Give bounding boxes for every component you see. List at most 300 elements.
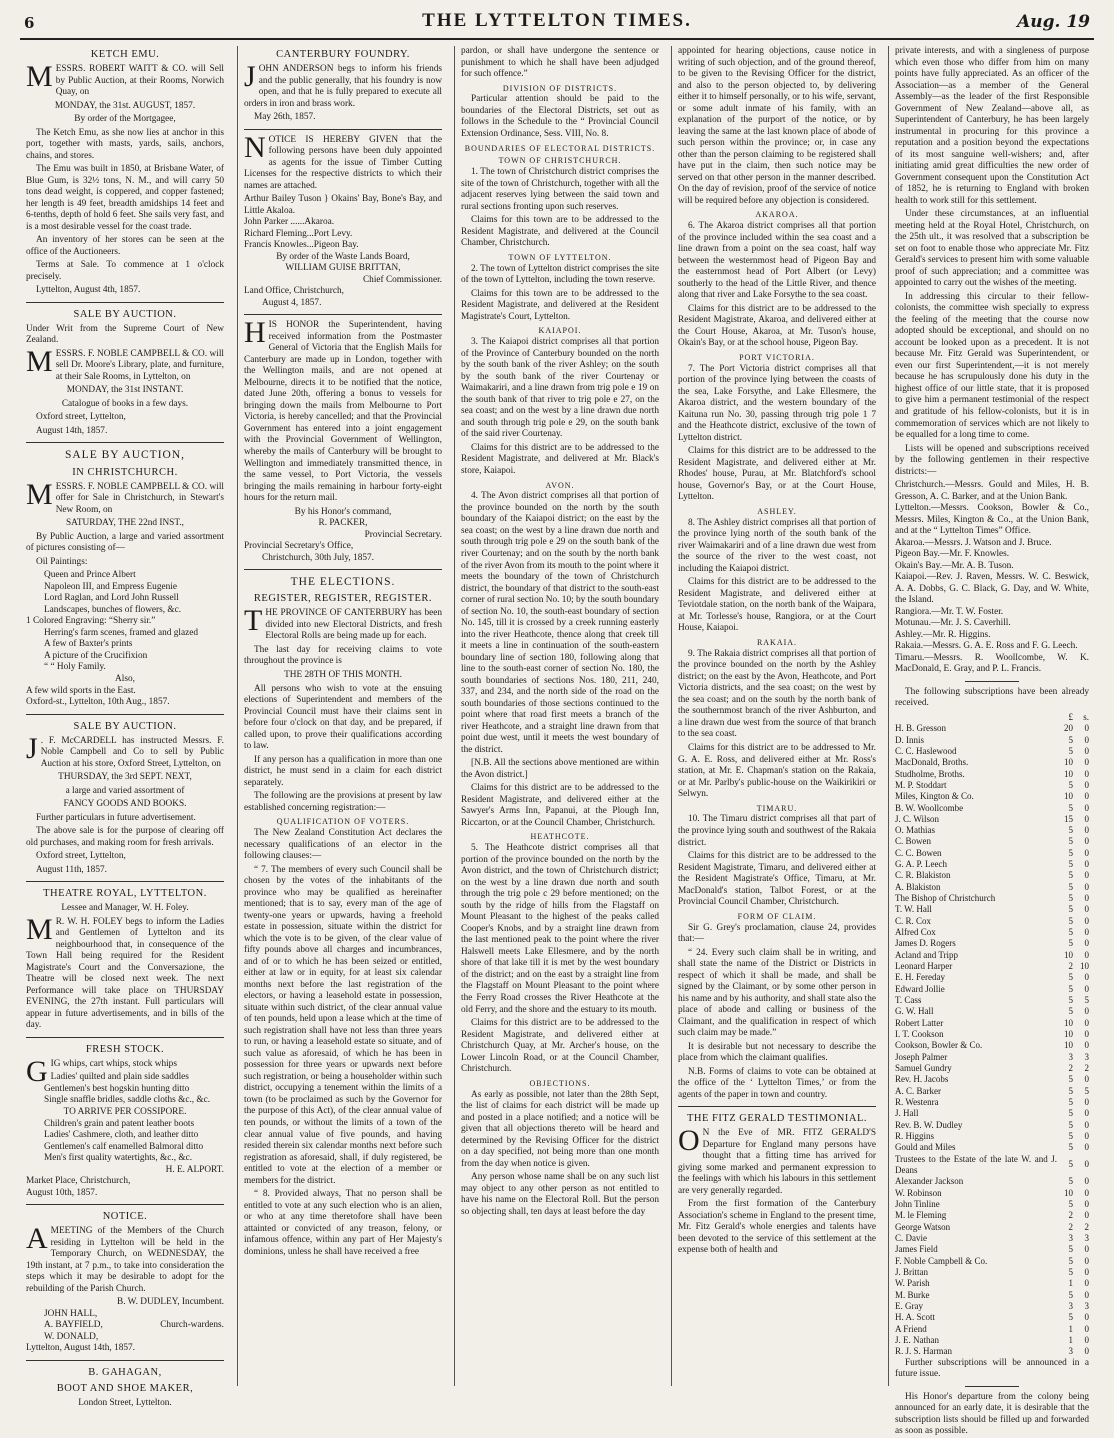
- table-row: [895, 927, 1089, 938]
- subscriber-name: Samuel Gundry: [895, 1063, 952, 1074]
- article-paragraph: 7. The Port Victoria district comprises all that portion of the province lying between the coasts of the sea, Lake Forsythe, and Lake Ellesmere, the Akaroa district, and the western boundary of the Kaituna run No. 30, passing through trig pole 1 7 and the Heathcote district, exclusive of the town of Lyttelton district.: [678, 363, 876, 443]
- ad-body: M R. W. H. FOLEY begs to inform the Ladies and Gentlemen of Lyttelton and its neighbourhood that, in consequence of the Town Hall being required for the Resident Magistrate's Court and the Conversazione, the Theatre will be closed next week. The next Performance will take place on THURSDAY EVENING, the 27th instant. Full particulars will appear in future advertisements, and in bills of the day.: [26, 912, 224, 1031]
- ad-line: August 10th, 1857.: [26, 1187, 98, 1198]
- ad-signature: B. W. DUDLEY, Incumbent.: [117, 1297, 224, 1308]
- ad-date: May 26th, 1857.: [254, 112, 316, 123]
- pounds-value: 5: [1068, 893, 1073, 904]
- ad-signature: WILLIAM GUISE BRITTAN,: [285, 263, 401, 274]
- drop-cap: N: [244, 130, 266, 164]
- list-item: John Parker ......Akaroa.: [244, 217, 335, 228]
- shillings-value: 0: [1084, 881, 1089, 892]
- article-elections: [238, 575, 448, 1258]
- subscriber-name: E. Gray: [895, 1300, 923, 1311]
- pounds-value: 10: [1064, 791, 1073, 802]
- pounds-value: 2: [1068, 1063, 1073, 1074]
- shillings-value: 0: [1084, 938, 1089, 949]
- shillings-value: 0: [1084, 1266, 1089, 1277]
- table-row: [895, 848, 1089, 859]
- table-row: [895, 1233, 1089, 1244]
- shillings-value: 10: [1080, 961, 1089, 972]
- table-row: [895, 1120, 1089, 1131]
- ad-signature: R. PACKER,: [318, 518, 368, 529]
- article-paragraph: 4. The Avon district comprises all that portion of the province bounded on the north by the south boundary of the Kaiapoi district; on the east by the sea coast; on the west by a line drawn due north and south through trig pole e 29 on the south bank of the river Courtenay; and on the south by the north bank of the river Avon from its mouth to the point where it meets the boundary of the town of Christchurch district, the boundary of that district to the south-east corner of rural section No. 10; by the south boundary of section No. 10, the south-east boundary of section No. 145, till it is crossed by a creek running easterly into the river Heathcote, thence along that creek till it meets a line in continuation of the south-eastern boundary line of section 180, following along that line to the south-east corner of section No. 180, the south boundaries of sections Nos. 180, 211, 240, 337, and 234, and the north side of the road on the south boundaries of those sections continued to the point where that road first meets a branch of the river Heathcote, and a straight line drawn from that point due west, until it meets the west boundary of the district.: [461, 491, 659, 755]
- article-paragraph: In addressing this circular to their fellow-colonists, the committee wish specially to express the feeling of the meeting that the course now adopted should be exceptional, and should on no account be looked upon as a precedent. It is not because Mr. Fitz Gerald was Superintendent, or even our first Superintendent,—it is not merely because he has scrupulously done his duty in the highest office of our little state, that it is proposed to give him a permanent testimonial of the respect and gratitude of his fellow-colonists, but it is in commemoration of services which are not likely to be equalled for a long time to come.: [895, 291, 1089, 441]
- subscriber-name: James Field: [895, 1244, 938, 1255]
- ad-date: Oxford-st., Lyttelton, 10th Aug., 1857.: [26, 697, 170, 708]
- pounds-value: 5: [1068, 927, 1073, 938]
- ad-line: By order of the Waste Lands Board,: [276, 251, 410, 262]
- list-item: Pigeon Bay.—Mr. F. Knowles.: [895, 549, 1010, 560]
- table-row: [895, 1006, 1089, 1017]
- subscriber-name: C. C. Haslewood: [895, 745, 957, 756]
- article-paragraph: appointed for hearing objections, cause notice in writing of such objection, and of the ground thereof, to be given to the Revising Officer for the district, and also to the person objected to, by delivering either it to himself personally, or to his wife, servant, or some adult inmate of his family, with an explanation of the purport of the notice, or by leaving the same at the last known place of abode of such person within the province; or, in case any other than the person claiming to be registered shall have put in the claim, then such notice may be served on that other person in the manner described. On the day of revision, proof of the service of notice will be required before any objection is considered.: [678, 46, 876, 206]
- pounds-header: £: [1068, 711, 1073, 722]
- article-paragraph: 3. The Kaiapoi district comprises all that portion of the Province of Canterbury bounded on the north by the south bank of the river Ashley; on the south by the south bank of the river Courtenay or Waimakariri, and a line drawn from trig pole e 19 on the south bank of that river to trig pole e 27, on the sea coast; and on the west by a line drawn due north and south through trig pole e 29, on the south bank of the said river Courtenay.: [461, 337, 659, 440]
- district-heading: ASHLEY.: [757, 506, 797, 516]
- table-row: [895, 803, 1089, 814]
- divider: [965, 681, 1019, 682]
- shillings-value: 0: [1084, 1040, 1089, 1051]
- subscriber-name: The Bishop of Christchurch: [895, 893, 996, 904]
- article-paragraph: As early as possible, not later than the 28th Sept, the list of claims for each district will be made up and posted in a place notified; and a notice will be given that all objections thereto will be heard and determined by the Revising Officer for the district on a day specified, not being more than one month from the day when notice is given.: [461, 1089, 659, 1169]
- shillings-value: 0: [1084, 1244, 1089, 1255]
- subscriber-name: C. C. Bowen: [895, 847, 942, 858]
- page-number: 6: [24, 14, 35, 32]
- ad-signature: W. DONALD,: [44, 1331, 99, 1342]
- ad-subheading: BOOT AND SHOE MAKER,: [56, 1382, 194, 1394]
- pounds-value: 5: [1068, 825, 1073, 836]
- pounds-value: 5: [1068, 802, 1073, 813]
- pounds-value: 1: [1068, 1334, 1073, 1345]
- table-row: [895, 757, 1089, 768]
- pounds-value: 5: [1068, 1074, 1073, 1085]
- drop-cap: J: [26, 731, 38, 765]
- ad-signature: H. E. ALPORT.: [165, 1164, 224, 1175]
- drop-cap: T: [244, 604, 263, 638]
- list-item: Francis Knowles...Pigeon Bay.: [244, 240, 359, 251]
- table-row: [895, 1346, 1089, 1357]
- pounds-value: 10: [1064, 757, 1073, 768]
- subscriber-name: M. P. Stoddart: [895, 779, 947, 790]
- subscriber-name: Alexander Jackson: [895, 1176, 964, 1187]
- table-row: [895, 961, 1089, 972]
- article-paragraph: Claims for this district are to be addressed to the Resident Magistrate, and delivered either at Mr. Rhodes' house, Purau, at Mr. Blatchford's school house, Governor's Bay, or at the Court House, Lyttelton.: [678, 446, 876, 503]
- pounds-value: 10: [1064, 768, 1073, 779]
- shillings-value: 0: [1084, 1278, 1089, 1289]
- ad-heading: SALE BY AUCTION,: [64, 449, 186, 462]
- ad-body: J . F. McCARDELL has instructed Messrs. F. Noble Campbell and Co to sell by Public Auction at his store, Oxford Street, Lyttelton, on: [26, 731, 224, 769]
- subscriber-name: James D. Rogers: [895, 938, 956, 949]
- shillings-value: 0: [1084, 1198, 1089, 1209]
- shillings-value: 0: [1084, 768, 1089, 779]
- table-row: [895, 859, 1089, 870]
- ad-signature: JOHN HALL,: [44, 1308, 98, 1319]
- shillings-value: 0: [1084, 1346, 1089, 1357]
- list-item: Christchurch.—Messrs. Gould and Miles, H. B. Gresson, A. C. Barker, and at the Union Bank.: [895, 480, 1089, 502]
- article-paragraph: The following subscriptions have been already received.: [895, 686, 1089, 709]
- table-row: [895, 1199, 1089, 1210]
- subscriber-name: E. H. Fereday: [895, 972, 945, 983]
- pounds-value: 5: [1068, 1108, 1073, 1119]
- ad-body: JOHN ANDERSON begs to inform his friends and the public generally, that his foundry is now open, and that he is fully prepared to execute all orders in iron and brass work.: [244, 60, 442, 109]
- district-heading: TOWN OF CHRISTCHURCH.: [498, 156, 622, 166]
- table-row: [895, 769, 1089, 780]
- article-paragraph: The following are the provisions at present by law established concerning registration:—: [244, 791, 442, 813]
- divider: [26, 302, 224, 303]
- subscriber-name: W. Robinson: [895, 1187, 942, 1198]
- list-item: Ladies' Cashmere, cloth, and leather ditto: [44, 1130, 199, 1141]
- article-paragraph: Further subscriptions will be announced in a future issue.: [895, 1357, 1089, 1380]
- ad-line: Market Place, Christchurch,: [26, 1176, 131, 1187]
- section-heading: DIVISION OF DISTRICTS.: [502, 83, 618, 93]
- district-heading: TOWN OF LYTTELTON.: [508, 252, 612, 262]
- article-paragraph: Claims for this district are to be addressed to the Resident Magistrate, Akaroa, and delivered either at the Court House, Akaroa, at Mr. Tuson's house, Okain's Bay, or at the school house, Pigeon Bay.: [678, 303, 876, 349]
- subscriber-name: B. W. Woollcombe: [895, 802, 964, 813]
- article-body: O N the Eve of MR. FITZ GERALD'S Departure for England many persons have thought that a fitting time has arrived for giving some marked and permanent expression to the feelings with which his labours in this settlement are very generally regarded.: [678, 1124, 876, 1196]
- pounds-value: 5: [1068, 1266, 1073, 1277]
- column-4: [671, 46, 882, 1386]
- pounds-value: 1: [1068, 1278, 1073, 1289]
- subscriber-name: G. A. P. Leech: [895, 859, 947, 870]
- article-paragraph: Claims for this district are to be addressed to the Resident Magistrate, and delivered at Mr. Black's store, Kaiapoi.: [461, 442, 659, 476]
- table-header-row: [895, 712, 1089, 723]
- district-heading: KAIAPOI.: [538, 326, 582, 336]
- article-paragraph: Claims for this town are to be addressed to the Resident Magistrate, and delivered at the Resident Magistrate's Court, Lyttelton.: [461, 288, 659, 322]
- ad-heading: FRESH STOCK.: [85, 1043, 165, 1055]
- ad-ketch-emu: [20, 48, 230, 297]
- table-row: [895, 904, 1089, 915]
- list-item: Gentlemen's best hogskin hunting ditto: [44, 1083, 190, 1094]
- table-row: [895, 870, 1089, 881]
- subscriber-name: MacDonald, Broths.: [895, 757, 969, 768]
- shillings-value: 0: [1084, 779, 1089, 790]
- ad-line: Provincial Secretary's Office,: [244, 541, 354, 552]
- table-row: [895, 1324, 1089, 1335]
- list-item: “ “ Holy Family.: [44, 662, 106, 673]
- pounds-value: 2: [1068, 1221, 1073, 1232]
- table-row: [895, 814, 1089, 825]
- shillings-value: 0: [1084, 813, 1089, 824]
- article-body: THE PROVINCE OF CANTERBURY has been divided into new Electoral Districts, and fresh Electoral Rolls are being made up for each.: [244, 604, 442, 642]
- article-paragraph: His Honor's departure from the colony being announced for an early date, it is desirable that the subscription lists should be filled up and forwarded as soon as possible.: [895, 1391, 1089, 1437]
- pounds-value: 5: [1068, 972, 1073, 983]
- district-heading: TIMARU.: [756, 803, 798, 813]
- list-item: Napoleon III, and Empress Eugenie: [44, 581, 177, 592]
- table-row: [895, 735, 1089, 746]
- article-paragraph: “ 8. Provided always, That no person shall be entitled to vote at any such election who is an alien, or who at any time theretofore shall have been attainted or convicted of any treason, felony, or infamous offence, within any part of Her Majesty's dominions, unless he shall have received a free: [244, 1189, 442, 1257]
- subscriber-name: George Watson: [895, 1221, 951, 1232]
- subscriber-name: Rev. H. Jacobs: [895, 1074, 949, 1085]
- article-paragraph: Sir G. Grey's proclamation, clause 24, provides that:—: [678, 922, 876, 945]
- article-paragraph: Claims for this district are to be addressed to Mr. G. A. E. Ross, and delivered either at Mr. Ross's station, at Mr. E. Chapman's station on the Rakaia, or at Mr. Parlby's public-house on the Waikirikiri or Selwyn.: [678, 742, 876, 800]
- pounds-value: 15: [1064, 813, 1073, 824]
- shillings-value: 0: [1084, 802, 1089, 813]
- ad-sale-by-auction-1: [20, 308, 230, 438]
- pounds-value: 5: [1068, 836, 1073, 847]
- ad-line: Land Office, Christchurch,: [244, 286, 344, 297]
- divider: [965, 1386, 1019, 1387]
- ad-canterbury-foundry: [238, 48, 448, 124]
- article-paragraph: “ 24. Every such claim shall be in writing, and shall state the name of the District or Districts in respect of which it shall be made, and shall be signed by the Claimant, or by some other person in his name and by his authority, and shall state also the place of abode and calling or business of the Claimant, and the qualification in respect of which such claim may be made.”: [678, 947, 876, 1039]
- article-paragraph: Claims for this town are to be addressed to the Resident Magistrate, and delivered at the Council Chamber, Christchurch.: [461, 215, 659, 249]
- table-row: [895, 1335, 1089, 1346]
- table-row: [895, 791, 1089, 802]
- column-1: [20, 46, 230, 1408]
- pounds-value: 5: [1068, 1119, 1073, 1130]
- pounds-value: 3: [1068, 1232, 1073, 1243]
- ad-heading: SALE BY AUCTION.: [73, 308, 177, 320]
- ad-sale-by-auction-2: [20, 448, 230, 708]
- ad-theatre-royal: [20, 887, 230, 1032]
- section-heading: FORM OF CLAIM.: [737, 911, 817, 921]
- list-item: Akaroa.—Messrs. J. Watson and J. Bruce.: [895, 537, 1052, 548]
- subscriber-name: Joseph Palmer: [895, 1051, 948, 1062]
- shillings-value: 0: [1084, 983, 1089, 994]
- subscriber-name: W. Parish: [895, 1278, 930, 1289]
- pounds-value: 3: [1068, 1300, 1073, 1311]
- pounds-value: 3: [1068, 1051, 1073, 1062]
- subscriber-name: O. Mathias: [895, 825, 935, 836]
- table-row: [895, 1188, 1089, 1199]
- article-paragraph: THE 28TH OF THIS MONTH.: [284, 670, 402, 680]
- divider: [244, 569, 442, 570]
- shillings-value: 0: [1084, 825, 1089, 836]
- list-item: Arthur Bailey Tuson } Okains' Bay, Bone's Bay, and Little Akaloa.: [244, 194, 442, 216]
- list-item: Also,: [115, 673, 135, 684]
- ad-subheading: IN CHRISTCHURCH.: [72, 466, 178, 478]
- ad-line: By Public Auction, a large and varied assortment of pictures consisting of—: [26, 531, 224, 554]
- column-2: [237, 46, 448, 1386]
- table-row: [895, 723, 1089, 734]
- pounds-value: 1: [1068, 1323, 1073, 1334]
- table-row: [895, 938, 1089, 949]
- shillings-value: 0: [1084, 1210, 1089, 1221]
- list-item: Men's first quality watertights, &c., &c.: [44, 1153, 193, 1164]
- pounds-value: 5: [1068, 847, 1073, 858]
- pounds-value: 5: [1068, 859, 1073, 870]
- table-row: [895, 1312, 1089, 1323]
- ad-line: Oxford street, Lyttelton,: [36, 851, 126, 862]
- shillings-value: 0: [1084, 1289, 1089, 1300]
- ad-line: Oxford street, Lyttelton,: [36, 412, 126, 423]
- masthead: [20, 8, 1094, 40]
- list-item: Landscapes, bunches of flowers, &c.: [44, 604, 182, 615]
- table-row: [895, 984, 1089, 995]
- subscriber-name: I. T. Cookson: [895, 1029, 944, 1040]
- article-paragraph: 5. The Heathcote district comprises all that portion of the province bounded on the north by the Avon district, and the town of Christchurch district; on the west by a line drawn due north and south through the trig pole c 29 before mentioned; on the south by the ridge of hills from the Flagstaff on Mount Pleasant to the highest of the peaks called Cooper's Knobs, and by a straight line drawn from the last mentioned peak to the point where the river Halswell meets Lake Ellesmere, and by the north shore of that lake till it is met by the west boundary of the district; and on the east by a straight line from the Flagstaff on Mount Pleasant to the point where the Ferry Road crosses the River Heathcote at the old Ferry, and the shore and the estuary to its mouth.: [461, 843, 659, 1015]
- ad-body: MESSRS. F. NOBLE CAMPBELL & CO. will offer for Sale in Christchurch, in Stewart's New Room, on: [26, 477, 224, 515]
- divider: [26, 1037, 224, 1038]
- subscriber-name: F. Noble Campbell & Co.: [895, 1255, 988, 1266]
- article-paragraph: [N.B. All the sections above mentioned are within the Avon district.]: [461, 758, 659, 780]
- shillings-value: 0: [1084, 1097, 1089, 1108]
- shillings-value: 0: [1084, 904, 1089, 915]
- pounds-value: 10: [1064, 949, 1073, 960]
- ad-heading: B. GAHAGAN,: [88, 1366, 162, 1378]
- ad-heading: CANTERBURY FOUNDRY.: [276, 49, 410, 60]
- ad-timber-licenses: [238, 130, 448, 310]
- shillings-value: 0: [1084, 1119, 1089, 1130]
- subscriber-name: R. J. S. Harman: [895, 1346, 952, 1357]
- ad-line: August 14th, 1857.: [36, 425, 108, 436]
- ad-heading: THEATRE ROYAL, LYTTELTON.: [43, 888, 207, 900]
- table-row: [895, 916, 1089, 927]
- shillings-value: 0: [1084, 1006, 1089, 1017]
- drop-cap: O: [678, 1124, 700, 1158]
- ad-line: MONDAY, the 31st INSTANT.: [66, 385, 184, 396]
- list-item: Timaru.—Messrs. R. Woollcombe, W. K. MacDonald, E. Gray, and P. L. Francis.: [895, 652, 1089, 675]
- pounds-value: 2: [1068, 961, 1073, 972]
- list-item: A few of Baxter's prints: [44, 639, 133, 650]
- table-row: [895, 1278, 1089, 1289]
- divider: [244, 129, 442, 130]
- table-row: [895, 1210, 1089, 1221]
- shillings-value: 3: [1084, 1051, 1089, 1062]
- list-item: Herring's farm scenes, framed and glazed: [44, 627, 198, 638]
- ad-line: MONDAY, the 31st. AUGUST, 1857.: [54, 100, 196, 111]
- list-item: Richard Fleming...Port Levy.: [244, 228, 353, 239]
- subscriptions-table: [895, 712, 1089, 1358]
- subscriber-name: D. Innis: [895, 734, 924, 745]
- article-paragraph: “ 7. The members of every such Council shall be chosen by the votes of the inhabitants of the province who may be qualified as hereinafter mentioned; that is to say, every man of the age of twenty-one years or upwards, having a freehold estate in possession, situate within the district for which the vote is to be given, of the clear value of fifty pounds above all charges and incumbrances, and of or to which he has been seized or entitled, either at law or in equity, for at least six calendar months next before the last registration of the electors, or having a leasehold estate in possession, situate within such district, of the clear annual value of ten pounds, held upon a lease which at the time of such registration shall have not less than three years to run, or having a leasehold estate so situate, and of such value as aforesaid, of which he has been in possession for three years or upwards next before such registration, or being a householder within such district, occupying a tenement within the limits of a town (to be proclaimed as such by the Governor for the purpose of this Act), of the clear annual value of ten pounds, or without the limits of a town of the clear annual value of five pounds, and having resided therein six calendar months next before such registration as aforesaid, shall, if duly registered, be entitled to vote at the election of a member or members for the district.: [244, 864, 442, 1186]
- table-row: [895, 836, 1089, 847]
- pounds-value: 5: [1068, 938, 1073, 949]
- subscriber-name: A Friend: [895, 1323, 927, 1334]
- pounds-value: 5: [1068, 1006, 1073, 1017]
- subscriber-name: C. R. Cox: [895, 915, 932, 926]
- ad-notice-church: [20, 1210, 230, 1355]
- pounds-value: 5: [1068, 1255, 1073, 1266]
- subscriber-name: Leonard Harper: [895, 961, 953, 972]
- subscriber-name: Studholme, Broths.: [895, 768, 965, 779]
- ad-heading: KETCH EMU.: [90, 49, 160, 60]
- shillings-value: 0: [1084, 757, 1089, 768]
- ad-line: FANCY GOODS AND BOOKS.: [63, 799, 187, 810]
- subscriber-name: M. le Fleming: [895, 1210, 947, 1221]
- article-paragraph: 9. The Rakaia district comprises all that portion of the province bounded on the north by the Ashley district; on the east by the Avon, Heathcote, and Port Victoria districts, and the sea coast; on the west by the sea coast; and on the south by the north bank of the southernmost branch of the river Ashburton, and a line drawn due west from the source of that branch to the sea coast.: [678, 648, 876, 740]
- ad-date: Christchurch, 30th July, 1857.: [262, 552, 374, 563]
- issue-date: Aug. 19: [1017, 12, 1090, 32]
- ad-fresh-stock: [20, 1043, 230, 1199]
- drop-cap: A: [26, 1222, 48, 1256]
- subscriber-name: J. Brittan: [895, 1266, 928, 1277]
- subscriber-name: Cookson, Bowler & Co.: [895, 1040, 983, 1051]
- pounds-value: 5: [1068, 1159, 1073, 1170]
- district-heading: HEATHCOTE.: [530, 832, 590, 842]
- shillings-value: 0: [1084, 927, 1089, 938]
- article-paragraph: private interests, and with a singleness of purpose which even those who differ from him on many points have fully appreciated. As an officer of the Association—as a member of the General Assembly—as the leader of the first Responsible Government of New Zealand—above all, as Superintendent of Canterbury, he has been largely instrumental in procuring for this province a reputation and a position beyond the expectations of its most sanguine well-wishers; and, after initiating amid great difficulties the new order of Government consequent upon the Constitution Act of 1852, he is returning to England with broken health to work still for this settlement.: [895, 46, 1089, 206]
- shillings-value: 2: [1084, 1063, 1089, 1074]
- table-row: [895, 1029, 1089, 1040]
- ad-line: The above sale is for the purpose of clearing off old purchases, and making room for fresh arrivals.: [26, 826, 224, 848]
- list-item: Rangiora.—Mr. T. W. Foster.: [895, 606, 1004, 617]
- article-paragraph: Any person whose name shall be on any such list may object to any other person as not entitled to have his name on the Electoral Roll. But the person so objecting shall, ten days at least before the day: [461, 1172, 659, 1217]
- list-item: Lyttelton.—Messrs. Cookson, Bowler & Co., Messrs. Miles, Kington & Co., at the Union Bank, and at the “ Lyttelton Times” Office.: [895, 503, 1089, 537]
- divider: [678, 1106, 876, 1107]
- pounds-value: 10: [1064, 1187, 1073, 1198]
- table-row: [895, 1154, 1089, 1177]
- newspaper-title: THE LYTTELTON TIMES.: [422, 10, 692, 31]
- table-row: [895, 950, 1089, 961]
- shillings-value: 0: [1084, 1323, 1089, 1334]
- list-item: A picture of the Crucifixion: [44, 650, 148, 661]
- shillings-value: 0: [1084, 791, 1089, 802]
- pounds-value: 3: [1068, 1346, 1073, 1357]
- subscriber-name: C. Bowen: [895, 836, 931, 847]
- subscriber-name: J. Hall: [895, 1108, 919, 1119]
- article-fitz-gerald-testimonial: [672, 1112, 882, 1257]
- article-paragraph: 2. The town of Lyttelton district comprises the site of the town of Lyttelton, including the town reserve.: [461, 263, 659, 286]
- shillings-value: 3: [1084, 1300, 1089, 1311]
- table-row: [895, 1267, 1089, 1278]
- article-elections-cont: [455, 46, 665, 1218]
- divider: [26, 881, 224, 882]
- shillings-header: s.: [1083, 711, 1089, 722]
- shillings-value: 2: [1084, 1221, 1089, 1232]
- ad-body: HIS HONOR the Superintendent, having received information from the Postmaster General of Victoria that the English Mails for Canterbury are made up in London, together with the Wellington mails, and are not opened at Melbourne, directs it to be notified that the notice, dated June 20th, offering a bonus to vessels for bringing down the mails from Melbourne to Port Victoria, is hereby cancelled; and that the Provincial Government has entered into a joint engagement with the Provincial Government of Wellington, whereby the mails of Canterbury will be brought to Wellington and immediately transmitted thence, in the same vessel, to Port Victoria, the vessels bringing the mails remaining in harbour forty-eight hours for the return mail.: [244, 316, 442, 504]
- ad-line: An inventory of her stores can be seen at the office of the Auctioneers.: [26, 235, 224, 257]
- pounds-value: 2: [1068, 1210, 1073, 1221]
- pounds-value: 5: [1068, 1085, 1073, 1096]
- subscriber-name: Miles, Kington & Co.: [895, 791, 974, 802]
- table-row: [895, 1108, 1089, 1119]
- table-row: [895, 746, 1089, 757]
- list-item: Kaiapoi.—Rev. J. Raven, Messrs. W. C. Beswick, A. A. Dobbs, G. C. Black, G. Day, and W. White, the Island.: [895, 572, 1089, 606]
- ad-line: The Emu was built in 1850, at Brisbane Water, of Blue Gum, is 32½ tons, N. M., and will carry 50 tons dead weight, is coppered, and copper fastened; her length is 49 feet, breadth amidships 14 feet and 6-tenths, depth of hold 6 feet. She sails very fast, and is a most desirable vessel for the coast trade.: [26, 164, 224, 232]
- shillings-value: 0: [1084, 859, 1089, 870]
- drop-cap: M: [26, 477, 53, 511]
- subscriber-name: Trustees to the Estate of the late W. and J. Deans: [895, 1153, 1057, 1175]
- pounds-value: 20: [1064, 723, 1073, 734]
- shillings-value: 0: [1084, 1312, 1089, 1323]
- pounds-value: 5: [1068, 1244, 1073, 1255]
- list-item: Okain's Bay.—Mr. A. B. Tuson.: [895, 560, 1014, 571]
- list-item: Rakaia.—Messrs. G. A. E. Ross and F. G. Leech.: [895, 641, 1078, 652]
- article-paragraph: 8. The Ashley district comprises all that portion of the province lying north of the south bank of the river Waimakariri and of a line drawn due west from the source of the river to the west coast, not including the Kaiapoi district.: [678, 517, 876, 574]
- article-subheading: REGISTER, REGISTER, REGISTER.: [253, 593, 433, 605]
- article-paragraph: Claims for this district are to be addressed to the Resident Magistrate, and delivered either at Christchurch Quay, at Mr. Archer's house, on the Lower Lincoln Road, or at the Council Chamber, Christchurch.: [461, 1018, 659, 1075]
- table-row: [895, 1063, 1089, 1074]
- list-item: Queen and Prince Albert: [44, 570, 136, 581]
- subscriber-name: H. B. Gresson: [895, 723, 946, 734]
- ad-line: Catalogue of books in a few days.: [61, 398, 189, 409]
- subscriber-name: R. Higgins: [895, 1131, 935, 1142]
- article-paragraph: N.B. Forms of claims to vote can be obtained at the office of the ‘ Lyttelton Times,’ or from the agents of the paper in town and country.: [678, 1066, 876, 1100]
- shillings-value: 0: [1084, 1334, 1089, 1345]
- subscriber-name: J. E. Nathan: [895, 1334, 939, 1345]
- article-paragraph: 10. The Timaru district comprises all that part of the province lying south and southwest of the Rakaia district.: [678, 814, 876, 848]
- article-fitz-gerald-cont: [889, 46, 1095, 1438]
- article-paragraph: From the first formation of the Canterbury Association's scheme in England to the present time, Mr. Fitz Gerald's whole energies and talents have been devoted to the service of this settlement at the expense both of health and: [678, 1199, 876, 1256]
- article-paragraph: It is desirable but not necessary to describe the place from which the claimant qualifies.: [678, 1041, 876, 1064]
- shillings-value: 5: [1084, 1085, 1089, 1096]
- ad-date: August 4, 1857.: [262, 297, 322, 308]
- ad-line: Lessee and Manager, W. H. Foley.: [61, 903, 189, 914]
- ad-mails-notice: [238, 316, 448, 564]
- subscriber-name: H. A. Scott: [895, 1312, 936, 1323]
- subscriber-name: Acland and Tripp: [895, 949, 958, 960]
- pounds-value: 5: [1068, 881, 1073, 892]
- list-item: Ladies' quilted and plain side saddles: [50, 1072, 189, 1083]
- article-paragraph: The New Zealand Constitution Act declares the necessary qualifications of an elector in the following clauses:—: [244, 828, 442, 862]
- subscriber-name: A. Blakiston: [895, 881, 941, 892]
- drop-cap: J: [244, 60, 256, 94]
- ad-signature: A. BAYFIELD, Church-wardens.: [44, 1320, 224, 1331]
- article-paragraph: pardon, or shall have undergone the sentence or punishment to which he shall have been adjudged for such offence.”: [461, 46, 659, 80]
- divider: [26, 442, 224, 443]
- table-row: [895, 1074, 1089, 1085]
- table-row: [895, 1052, 1089, 1063]
